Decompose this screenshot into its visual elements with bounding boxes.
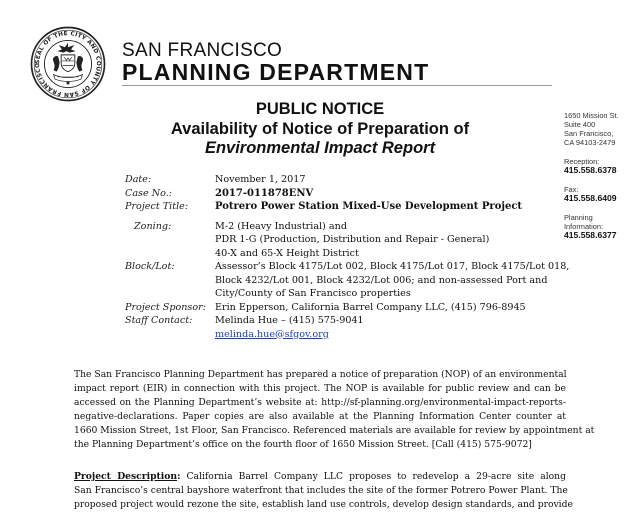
field-label: Staff Contact: (125, 315, 193, 326)
reception-phone: 415.558.6378 (564, 165, 617, 175)
staff-email-link[interactable]: melinda.hue@sfgov.org (215, 328, 329, 340)
field-zoning (125, 220, 569, 261)
zoning-value (215, 220, 489, 261)
notice-fields (125, 173, 569, 341)
seal-ring-text: SEAL OF THE CITY AND COUNTY OF SAN FRANCISCO (35, 31, 101, 97)
field-label: Project Sponsor: (125, 301, 206, 313)
header-divider (122, 85, 552, 86)
city-seal-logo (30, 26, 106, 102)
notice-subtitle-emphasis: Environmental Impact Report (204, 139, 436, 157)
paragraph-line: San Francisco’s central bayshore waterfront that includes the site of the former Potrero Power Plant. The (74, 485, 568, 496)
notice-subtitle: Availability of Notice of Preparation of (170, 120, 470, 138)
reception-label: Reception: (564, 157, 600, 166)
staff-contact-value (215, 314, 364, 341)
field-label: Zoning: (134, 220, 172, 232)
block-lot-line: Block 4232/Lot 001, Block 4232/Lot 006; and non-assessed Port and (215, 274, 548, 286)
paragraph-text: California Barrel Company LLC proposes to redevelop a 29-acre site along (180, 471, 566, 482)
planning-info-label: Information: (564, 222, 604, 231)
staff-contact-name: Melinda Hue – (415) 575-9041 (215, 315, 364, 326)
paragraph-line: 1660 Mission Street, 1st Floor, San Francisco. Referenced materials are available for review by appointment at (74, 425, 595, 436)
case-number: 2017-011878ENV (215, 187, 314, 199)
paragraph-line: negative-declarations. Paper copies are also available at the Planning Information Center counter at (74, 411, 566, 422)
nop-availability-paragraph (74, 368, 595, 452)
field-label: Project Title: (125, 201, 189, 212)
block-lot-line: City/County of San Francisco properties (215, 288, 411, 299)
paragraph-line: proposed project would rezone the site, establish land use controls, develop design standards, and provide (74, 499, 573, 510)
paragraph-line: impact report (EIR) in connection with this project. The NOP is available for public review and can be (74, 383, 566, 394)
block-lot-value (215, 260, 569, 301)
field-label: Date: (125, 174, 152, 185)
paragraph-line (74, 470, 566, 484)
field-label: Case No.: (125, 187, 172, 199)
project-description-paragraph (74, 470, 573, 512)
sponsor-value: Erin Epperson, California Barrel Company LLC, (415) 796-8945 (215, 301, 526, 313)
fax-number: 415.558.6409 (564, 193, 617, 203)
paragraph-line: accessed on the Planning Department’s website at: http://sf-planning.org/environmental-impact-reports- (74, 397, 566, 408)
project-description-label: Project Description (74, 471, 178, 482)
field-staff-contact (125, 314, 569, 341)
date-value: November 1, 2017 (215, 174, 306, 185)
zoning-line: M-2 (Heavy Industrial) and (215, 220, 347, 232)
field-block-lot (125, 260, 569, 301)
address-line: CA 94103-2479 (564, 138, 616, 147)
zoning-line: 40-X and 65-X Height District (215, 247, 359, 259)
block-lot-line: Assessor’s Block 4175/Lot 002, Block 4175/Lot 017, Block 4175/Lot 018, (215, 261, 570, 272)
notice-title: PUBLIC NOTICE (255, 100, 385, 118)
field-case (125, 187, 569, 201)
zoning-line: PDR 1-G (Production, Distribution and Repair - General) (215, 234, 490, 245)
org-name-line1: SAN FRANCISCO (122, 40, 283, 61)
field-project-title (125, 200, 569, 214)
address-line: 1650 Mission St. (564, 111, 619, 120)
paragraph-line: the Planning Department’s office on the fourth floor of 1650 Mission Street. [Call (415) 575-9072] (74, 439, 532, 450)
planning-info-label: Planning (564, 213, 593, 222)
field-sponsor (125, 301, 569, 315)
fax-label: Fax: (564, 185, 579, 194)
label-colon: : (177, 471, 181, 482)
field-label: Block/Lot: (125, 261, 175, 272)
contact-sidebar (564, 111, 636, 240)
address-line: San Francisco, (564, 129, 614, 138)
planning-info-phone: 415.558.6377 (564, 230, 617, 240)
field-date (125, 173, 569, 187)
project-title: Potrero Power Station Mixed-Use Development Project (215, 201, 523, 212)
org-name-line2: PLANNING DEPARTMENT (122, 59, 430, 85)
paragraph-line: The San Francisco Planning Department has prepared a notice of preparation (NOP) of an environmental (74, 369, 567, 380)
address-line: Suite 400 (564, 120, 596, 129)
